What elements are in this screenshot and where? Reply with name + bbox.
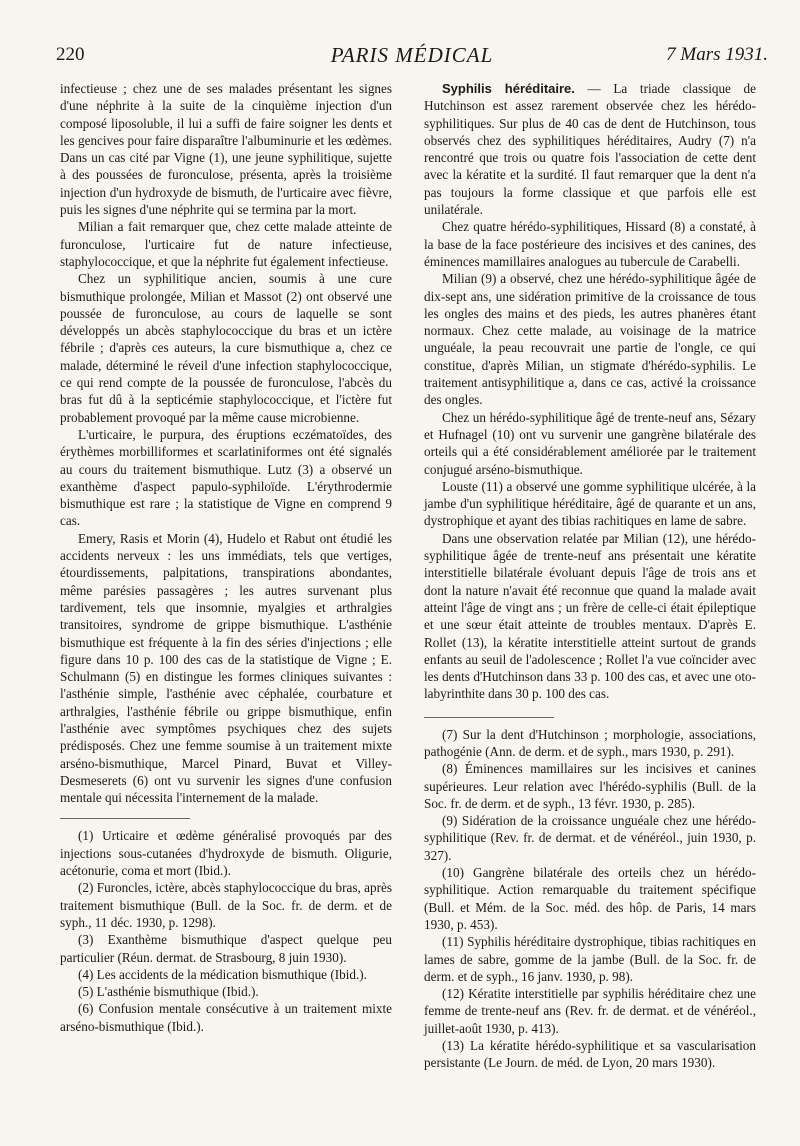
paragraph: infectieuse ; chez une de ses malades présentant les signes d'une néphrite à la suite de la cinquième injection d'un composé liposoluble, il lui a suffi de faire soigner les dents et les gencives pour faire disparaître l'albuminurie et les œdèmes. Dans un cas cité par Vigne (1), une jeune syphilitique, sujette à des poussées de furonculose, présenta, après la troisième injection d'un hydroxyde de bismuth, de l'urticaire avec fièvre, puis les signes d'une néphrite qui se termina par la mort. xyxy=(60,81,392,218)
journal-title: PARIS MÉDICAL xyxy=(330,43,494,67)
footnote: (3) Exanthème bismuthique d'aspect quelque peu particulier (Réun. dermat. de Strasbourg, 8 juin 1930). xyxy=(60,932,392,965)
footnote: (8) Éminences mamillaires sur les incisives et canines supérieures. Leur relation avec l'hérédo-syphilis (Bull. de la Soc. fr. de derm. et de syph., 13 févr. 1930, p. 285). xyxy=(424,761,756,811)
footnote: (6) Confusion mentale consécutive à un traitement mixte arséno-bismuthique (Ibid.). xyxy=(60,1001,392,1034)
paragraph: Louste (11) a observé une gomme syphilitique ulcérée, à la jambe d'un syphilitique héréditaire, âgé de quarante et un ans, dystrophique et ayant des tibias rachitiques en lame de sabre. xyxy=(424,478,756,529)
paragraph: Chez quatre hérédo-syphilitiques, Hissard (8) a constaté, à la base de la face postérieure des incisives et des canines, des éminences mamillaires analogues au tubercule de Carabelli. xyxy=(424,219,756,269)
paragraph: Dans une observation relatée par Milian (12), une hérédo-syphilitique âgée de trente-neuf ans présentait une kératite interstitielle bilatérale évoluant depuis l'âge de trois ans et dont la nature n'avait été reconnue que quand la malade avait atteint l'âge de vingt ans ; un frère de celle-ci était épileptique et une sœur était atteinte de troubles mentaux. D'après E. Rollet (13), la kératite interstitielle atteint surtout de grands enfants au seuil de l'adolescence ; Rollet l'a vue coïncider avec les dents d'Hutchinson dans 33 p. 100 des cas, et avec une oto-labyrinthite dans 30 p. 100 des cas. xyxy=(424,530,756,702)
footnote: (13) La kératite hérédo-syphilitique et sa vascularisation persistante (Le Journ. de méd. de Lyon, 20 mars 1930). xyxy=(424,1038,756,1071)
paragraph-text: — La triade classique de Hutchinson est assez rarement observée chez les hérédo-syphilitiques. Sur plus de 40 cas de dent de Hutchinson, tous observés chez des syphilitiques héréditaires, Audry (7) n'a rencontré que trois ou quatre fois l'association de cette dent avec la kératite et la surdité. Il faut remarquer que la dent n'a pas toujours la forme classique et que parfois elle est unilatérale. xyxy=(424,81,756,218)
footnotes xyxy=(424,726,756,1072)
page-number: 220 xyxy=(56,44,85,65)
footnote: (12) Kératite interstitielle par syphilis héréditaire chez une femme de trente-neuf ans (Rev. fr. de dermat. et de vénéréol., juillet-août 1930, p. 413). xyxy=(424,986,756,1036)
footnote: (11) Syphilis héréditaire dystrophique, tibias rachitiques en lames de sabre, gomme de la jambe (Bull. de la Soc. fr. de derm. et de syph., 16 janv. 1930, p. 98). xyxy=(424,934,756,984)
footnote: (9) Sidération de la croissance unguéale chez une hérédo-syphilitique (Rev. fr. de dermat. et de vénéréol., juin 1930, p. 327). xyxy=(424,813,756,863)
footnotes xyxy=(60,827,392,1035)
paragraph: Emery, Rasis et Morin (4), Hudelo et Rabut ont étudié les accidents nerveux : les uns immédiats, tels que vertiges, étourdissements, palpitations, transpirations abondantes, même parésies passagères ; les autres survenant plus tardivement, tels que insomnie, myalgies et arthralgies transitoires, syndrome de grippe bismuthique. L'asthénie bismuthique est fréquente à la fin des séries d'injections ; elle figure dans 10 p. 100 des cas de la statistique de Vigne ; E. Schulmann (5) en distingue les formes cliniques suivantes : l'asthénie simple, l'asthénie avec céphalée, courbature et arthralgies, l'asthénie fébrile ou grippe bismuthique, enfin l'asthénie avec symptômes psychiques chez des sujets prédisposés. Chez une femme soumise à un traitement mixte arséno-bismuthique, Marcel Pinard, Buvat et Villey-Desmeserets (6) ont vu survenir les signes d'une confusion mentale qui nécessita l'internement de la malade. xyxy=(60,530,392,806)
page-header xyxy=(56,44,768,68)
footnote: (4) Les accidents de la médication bismuthique (Ibid.). xyxy=(78,966,367,982)
left-column xyxy=(60,80,392,1035)
paragraph: Chez un syphilitique ancien, soumis à une cure bismuthique prolongée, Milian et Massot (2) ont observé une poussée de furonculose, au cours de laquelle se sont développés un abcès staphylococcique du bras et un ictère fébrile ; d'après ces auteurs, la cure bismuthique a, chez ce malade, déterminé le réveil d'une infection staphylococcique, ce qui rend compte de la poussée de furonculose, l'abcès du bras fut dû à la septicémie staphylococcique, et l'ictère fut probablement provoqué par la même cause microbienne. xyxy=(60,271,392,425)
footnote: (1) Urticaire et œdème généralisé provoqués par des injections sous-cutanées d'hydroxyde de bismuth. Oligurie, acétonurie, coma et mort (Ibid.). xyxy=(60,828,392,879)
footnote: (5) L'asthénie bismuthique (Ibid.). xyxy=(78,984,259,1000)
right-column xyxy=(424,80,756,1072)
paragraph xyxy=(424,80,756,218)
paragraph: Milian a fait remarquer que, chez cette malade atteinte de furonculose, l'urticaire fut de nature infectieuse, staphylococcique, et que la néphrite fut également infectieuse. xyxy=(60,219,392,269)
paragraph: Chez un hérédo-syphilitique âgé de trente-neuf ans, Sézary et Hufnagel (10) ont vu survenir une gangrène bilatérale des orteils qui a été considérablement améliorée par le traitement conjugué arséno-bismuthique. xyxy=(424,409,756,477)
footnote: (10) Gangrène bilatérale des orteils chez un hérédo-syphilitique. Action remarquable du traitement spécifique (Bull. et Mém. de la Soc. méd. des hôp. de Paris, 14 mars 1930, p. 453). xyxy=(424,865,756,932)
footnote-divider xyxy=(424,717,554,718)
footnote-divider xyxy=(60,818,190,819)
footnote: (2) Furoncles, ictère, abcès staphylococcique du bras, après traitement bismuthique (Bull. de la Soc. fr. de derm. et de syph., 11 déc. 1930, p. 1298). xyxy=(60,880,392,930)
issue-date: 7 Mars 1931. xyxy=(666,44,768,65)
section-title: Syphilis héréditaire. xyxy=(442,81,575,96)
paragraph: L'urticaire, le purpura, des éruptions eczématoïdes, des érythèmes morbilliformes et scarlatiniformes ont été signalés au cours du traitement bismuthique. Lutz (3) a observé un exanthème d'aspect papulo-syphiloïde. L'érythrodermie bismuthique est rare ; la statistique de Vigne en comprend 9 cas. xyxy=(60,426,392,529)
paragraph: Milian (9) a observé, chez une hérédo-syphilitique âgée de dix-sept ans, une sidération primitive de la croissance de tous les ongles des mains et des pieds, les autres phanères étant normaux. Chez cette malade, au voisinage de la matrice unguéale, la peau recouvrait une partie de l'ongle, ce qui constitue, d'après Milian, un stigmate d'hérédo-syphilis. Le traitement antisyphilitique a, dans ce cas, activé la croissance des ongles. xyxy=(424,271,756,408)
footnote: (7) Sur la dent d'Hutchinson ; morphologie, associations, pathogénie (Ann. de derm. et de syph., mars 1930, p. 291). xyxy=(424,726,756,759)
